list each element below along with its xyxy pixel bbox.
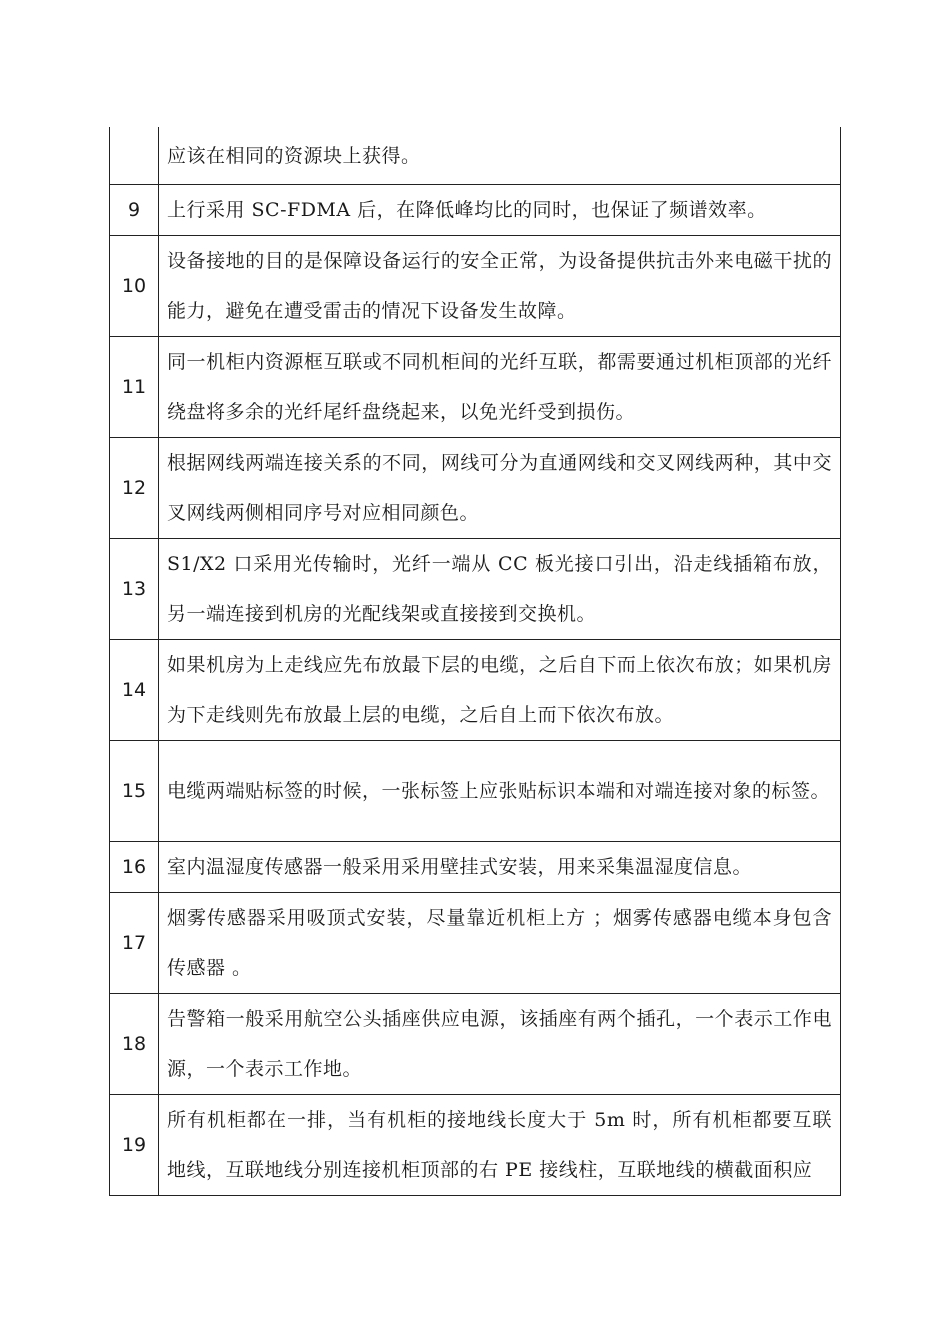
row-number: 16	[110, 842, 159, 893]
row-text: 设备接地的目的是保障设备运行的安全正常，为设备提供抗击外来电磁干扰的能力，避免在遭受雷击的情况下设备发生故障。	[159, 236, 841, 337]
table-row	[110, 236, 841, 337]
row-number	[110, 127, 159, 185]
table-row	[110, 994, 841, 1095]
row-number: 11	[110, 337, 159, 438]
row-text: 烟雾传感器采用吸顶式安装，尽量靠近机柜上方 ；烟雾传感器电缆本身包含传感器 。	[159, 893, 841, 994]
row-text: 应该在相同的资源块上获得。	[159, 127, 841, 185]
row-text: 如果机房为上走线应先布放最下层的电缆，之后自下而上依次布放；如果机房为下走线则先布放最上层的电缆，之后自上而下依次布放。	[159, 640, 841, 741]
row-number: 9	[110, 185, 159, 236]
row-text: 根据网线两端连接关系的不同，网线可分为直通网线和交叉网线两种，其中交叉网线两侧相同序号对应相同颜色。	[159, 438, 841, 539]
table-row	[110, 741, 841, 842]
row-text: 所有机柜都在一排，当有机柜的接地线长度大于 5m 时，所有机柜都要互联地线，互联地线分别连接机柜顶部的右 PE 接线柱，互联地线的横截面积应	[159, 1095, 841, 1196]
question-table	[109, 127, 841, 1196]
row-number: 15	[110, 741, 159, 842]
table-row	[110, 893, 841, 994]
row-number: 14	[110, 640, 159, 741]
row-text: 上行采用 SC-FDMA 后，在降低峰均比的同时，也保证了频谱效率。	[159, 185, 841, 236]
row-text: S1/X2 口采用光传输时，光纤一端从 CC 板光接口引出，沿走线插箱布放，另一端连接到机房的光配线架或直接接到交换机。	[159, 539, 841, 640]
row-number: 19	[110, 1095, 159, 1196]
table-row	[110, 127, 841, 185]
row-text: 室内温湿度传感器一般采用采用壁挂式安装，用来采集温湿度信息。	[159, 842, 841, 893]
table-row	[110, 337, 841, 438]
row-text: 同一机柜内资源框互联或不同机柜间的光纤互联，都需要通过机柜顶部的光纤绕盘将多余的光纤尾纤盘绕起来，以免光纤受到损伤。	[159, 337, 841, 438]
table-row	[110, 539, 841, 640]
table-row	[110, 640, 841, 741]
row-number: 12	[110, 438, 159, 539]
table-row	[110, 438, 841, 539]
table-row	[110, 1095, 841, 1196]
row-text: 告警箱一般采用航空公头插座供应电源，该插座有两个插孔，一个表示工作电源，一个表示工作地。	[159, 994, 841, 1095]
table-row	[110, 842, 841, 893]
table-row	[110, 185, 841, 236]
row-text: 电缆两端贴标签的时候，一张标签上应张贴标识本端和对端连接对象的标签。	[159, 741, 841, 842]
row-number: 18	[110, 994, 159, 1095]
row-number: 13	[110, 539, 159, 640]
row-number: 17	[110, 893, 159, 994]
row-number: 10	[110, 236, 159, 337]
